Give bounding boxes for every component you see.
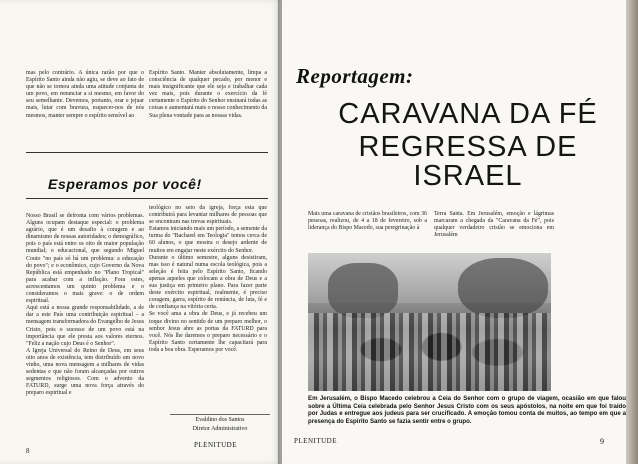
title-line1: CARAVANA DA FÉ (338, 98, 598, 130)
photo-caption: Em Jerusalém, o Bispo Macedo celebrou a Ceia do Senhor com o grupo de viagem, ocasião em que falou sobre a Última Ceia celebrada pelo Senhor Jesus Cristo com os seus apóstolos, na noite em que foi traído por Judas e entregue aos judeus para ser crucificado. A emoção tomou conta de muitos, ao tempo em que a presença do Espírito Santo se fazia sentir entre o grupo. (308, 395, 626, 426)
photo-crowd (308, 313, 551, 391)
left-col2-text: teológico no seio da igreja, força esta que contribuirá para levantar milhares de pessoas que se encontram nas trevas espirituais. Estamos iniciando mais um período, a semente da turma do "Bacharel em Teologia" temos cerca de 60 alunos, o que mostra o desejo ardente de muitos em engajar neste exército do Senhor. Durante o último semestre, alguns desistiram, mas isso é natural numa escola teológica, pois a seleção é feita pelo Espírito Santo, ficando apenas aqueles que colocam a obra de Deus e a sua justiça em primeiro plano. Para fazer parte deste exército espiritual, realmente, é preciso coragem, garra, espírito de renúncia, de luta, fé e de confiança na vitória certa. Se você ama a obra de Deus, e já recebeu um toque divino no sentido de um preparo melhor, o senhor Jesus abre as portas da FATURD para você. Nós lhe daremos o preparo necessário e o Espírito Santo certamente lhe capacitará para toda a boa obra. Esperamos por você. (149, 205, 267, 353)
left-col1-top-text: mas pelo contrário. A única razão por que o Espírito Santo ainda não agiu, se deve ao fato de que não se tornou ainda uma atitude conjunta de um povo, em renunciar a si mesmo, em favor do seu semelhante. Devemos, portanto, orar e jejuar mais, lutar com bravura, esquecer-nos de nós mesmos, manter sempre o espírito sensível ao (26, 70, 144, 119)
left-footer: PLENITUDE (194, 441, 237, 449)
right-page-number: 9 (600, 437, 604, 446)
bottom-divider (26, 198, 268, 199)
left-col1-text: Nosso Brasil se defronta com vários problemas. Alguns ocupam destaque especial: o problema agrário, que é um desafio à coragem e ao dinamismo de nossas autoridades; o demográfico, pois o país está entre os oito de maior população mundial; o educacional, que segundo Miguel Couto "no país só há um problema: a educação do povo"; e o econômico, cujo Governo da Nova República está empenhado no "Plano Tropical" para acabar com a inflação. Fora estes, acrescentamos um quinto problema e o consideramos o mais grave: o de ordem espiritual. Aqui está a nossa grande responsabilidade, a de dar a este País uma contribuição espiritual – a mensagem transformadora do Evangelho de Jesus Cristo, pois o sucesso de um povo está na importância que ele presta aos valores eternos. "Feliz a nação cujo Deus é o Senhor". A Igreja Universal do Reino de Deus, em seus oito anos de existência, tem distribuído um novo vinho, uma nova mensagem a milhares de vidas sedentas e que não foram alcançadas por outros segmentos religiosos. Com o advento da FATURD, surge uma nova força através do preparo espiritual e (26, 213, 144, 397)
photo-tree (328, 263, 398, 318)
signature-name: Evaldino dos Santos (195, 417, 245, 423)
kicker: Reportagem: (296, 64, 414, 88)
page-edge (626, 0, 638, 464)
title-line3: ISRAEL (413, 160, 523, 192)
signature-block (170, 416, 270, 434)
left-page (0, 0, 282, 464)
signature-line (170, 414, 270, 415)
left-page-number: 8 (26, 447, 30, 455)
photo-tree (458, 258, 548, 318)
top-divider (26, 152, 268, 153)
subheading: Esperamos por você! (48, 176, 202, 192)
intro-col1: Mais uma caravana de cristãos brasileiros, com 36 pessoas, realizou, de 4 a 18 de fevereiro, sob a liderança do Bispo Macedo, sua peregrinação à (308, 211, 427, 232)
intro-col2: Terra Santa. Em Jerusalém, emoção e lágrimas marcaram a chegada da "Caravana da Fé", pois qualquer verdadeiro cristão se emociona em Jerusalém (434, 211, 554, 239)
left-col2-top-text: Espírito Santo. Manter absolutamente, limpa a consciência de qualquer pecado, por menor e mais insignificante que ele seja e trabalhar cada vez mais, pois durante o exercício da fé certamente o Espírito do Senhor ensinará todas as coisas e aumentará mais o nosso conhecimento da Sua plena vontade para as nossas vidas. (149, 70, 267, 119)
title-line2: REGRESSA DE (358, 131, 578, 163)
signature-title: Diretor Administrativo (192, 426, 248, 432)
caravan-photo (308, 253, 551, 391)
right-footer: PLENITUDE (294, 437, 337, 445)
